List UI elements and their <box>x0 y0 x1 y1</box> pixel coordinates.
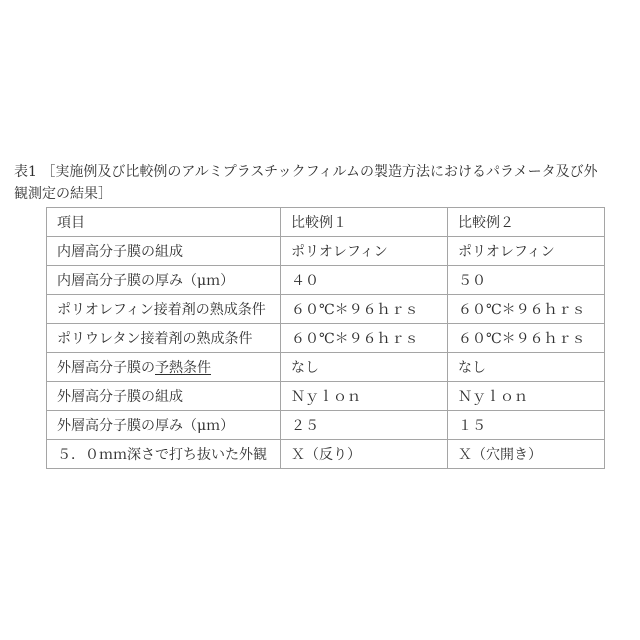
cell-value: Ｘ（穴開き） <box>448 440 605 469</box>
table-row <box>47 440 605 469</box>
table-row <box>47 324 605 353</box>
row-label-polyolefin-adhesive-aging: ポリオレフィン接着剤の熟成条件 <box>47 295 281 324</box>
row-label-outer-film-preheat-condition <box>47 353 281 382</box>
table-row <box>47 411 605 440</box>
row-label-punched-appearance: ５．０ｍｍ深さで打ち抜いた外観 <box>47 440 281 469</box>
cell-value: ６０℃＊９６ｈｒｓ <box>281 295 448 324</box>
cell-value: ６０℃＊９６ｈｒｓ <box>281 324 448 353</box>
table-row <box>47 353 605 382</box>
header-cell-comparative-example-1: 比較例１ <box>281 208 448 237</box>
cell-value: ６０℃＊９６ｈｒｓ <box>448 324 605 353</box>
cell-value: ５０ <box>448 266 605 295</box>
cell-value: ２５ <box>281 411 448 440</box>
parameters-table <box>46 207 605 469</box>
row-label-underlined-text: 予熱条件 <box>155 360 211 376</box>
row-label-text: 外層高分子膜の <box>57 360 155 376</box>
row-label-outer-film-thickness: 外層高分子膜の厚み（μｍ） <box>47 411 281 440</box>
table-row <box>47 237 605 266</box>
table-row <box>47 295 605 324</box>
cell-value: Ｎｙｌｏｎ <box>281 382 448 411</box>
cell-value: ６０℃＊９６ｈｒｓ <box>448 295 605 324</box>
cell-value: なし <box>281 353 448 382</box>
row-label-inner-film-thickness: 内層高分子膜の厚み（μｍ） <box>47 266 281 295</box>
table-caption <box>14 161 636 205</box>
row-label-inner-film-composition: 内層高分子膜の組成 <box>47 237 281 266</box>
row-label-outer-film-composition: 外層高分子膜の組成 <box>47 382 281 411</box>
cell-value: ポリオレフィン <box>281 237 448 266</box>
table-row <box>47 382 605 411</box>
header-cell-item: 項目 <box>47 208 281 237</box>
row-label-polyurethane-adhesive-aging: ポリウレタン接着剤の熟成条件 <box>47 324 281 353</box>
cell-value: １５ <box>448 411 605 440</box>
table-caption-line-1: 表1 ［実施例及び比較例のアルミプラスチックフィルムの製造方法におけるパラメータ及び外 <box>14 164 598 180</box>
header-cell-comparative-example-2: 比較例２ <box>448 208 605 237</box>
cell-value: ４０ <box>281 266 448 295</box>
cell-value: Ｎｙｌｏｎ <box>448 382 605 411</box>
cell-value: ポリオレフィン <box>448 237 605 266</box>
table-header-row <box>47 208 605 237</box>
cell-value: Ｘ（反り） <box>281 440 448 469</box>
table-caption-line-2: 観測定の結果］ <box>14 186 112 202</box>
table-row <box>47 266 605 295</box>
cell-value: なし <box>448 353 605 382</box>
